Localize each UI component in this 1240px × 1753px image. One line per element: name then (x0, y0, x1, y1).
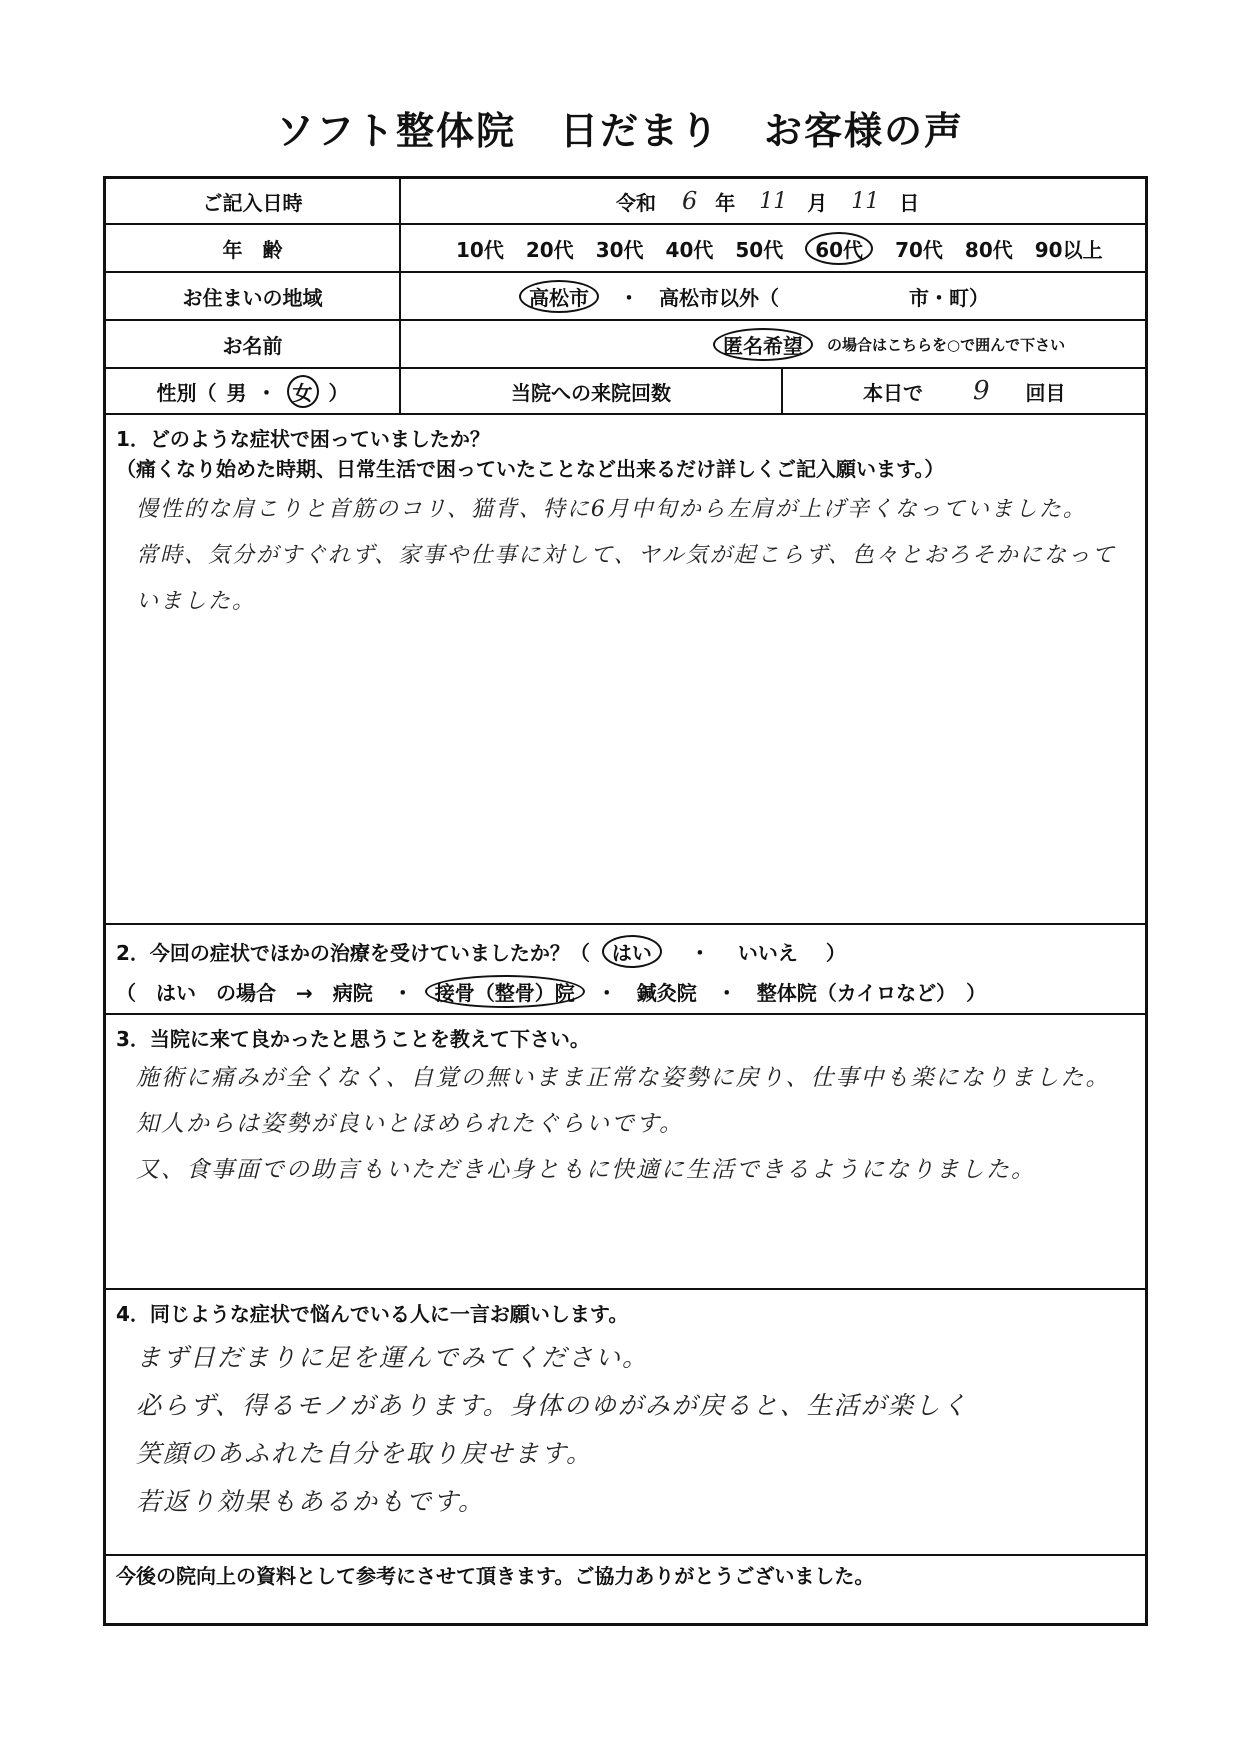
date-month[interactable]: 11 (759, 188, 788, 214)
gender-close: ） (328, 380, 349, 405)
q1-answer-line: 慢性的な肩こりと首筋のコリ、猫背、特に6月中旬から左肩が上げ辛くなっていました。 (136, 497, 1087, 522)
area-label: お住まいの地域 (106, 273, 401, 319)
q2-heading-line (116, 935, 846, 968)
question-4 (106, 1290, 1145, 1556)
visits-count[interactable]: 9 (973, 376, 990, 406)
gender-option-male[interactable]: 男 (226, 380, 247, 405)
visits-suffix: 回目 (1025, 380, 1066, 405)
visits-label: 当院への来院回数 (401, 369, 783, 413)
q4-heading: 4．同じような症状で悩んでいる人に一言お願いします。 (116, 1302, 629, 1326)
q2-option-bonesetter-selected[interactable]: 接骨（整骨）院 (425, 975, 585, 1008)
q4-answer-line: まず日だまりに足を運んでみてください。 (136, 1343, 650, 1372)
q2-option-no[interactable]: いいえ (737, 941, 798, 965)
date-value (401, 179, 1145, 223)
date-row (106, 179, 1145, 225)
visits-today-prefix: 本日で (863, 380, 923, 405)
area-value (401, 273, 1145, 319)
date-era: 令和 (616, 190, 656, 215)
q1-answer-line: 常時、気分がすぐれず、家事や仕事に対して、ヤル気が起こらず、色々とおろそかになって (136, 543, 1116, 568)
footer-row (106, 1556, 1145, 1623)
date-year-unit: 年 (715, 190, 736, 215)
name-row (106, 321, 1145, 369)
anonymous-option-selected[interactable]: 匿名希望 (713, 328, 813, 361)
area-separator: ・ (619, 285, 639, 310)
q2-sub-prefix: （ はい の場合 → 病院 ・ (116, 981, 413, 1005)
q1-answer[interactable] (136, 487, 1125, 625)
footer-text: 今後の院向上の資料として参考にさせて頂きます。ご協力ありがとうございました。 (116, 1564, 875, 1588)
visits-value (783, 369, 1145, 413)
q1-heading: 1．どのような症状で困っていましたか？ (116, 427, 490, 451)
area-option-takamatsu-selected[interactable]: 高松市 (519, 280, 599, 313)
question-3 (106, 1015, 1145, 1290)
age-option-10[interactable]: 10代 (456, 237, 504, 262)
age-label: 年 齢 (106, 225, 401, 271)
area-row (106, 273, 1145, 321)
date-day[interactable]: 11 (851, 188, 880, 214)
age-option-90[interactable]: 90以上 (1034, 237, 1103, 262)
age-row (106, 225, 1145, 273)
page-title (0, 100, 1240, 155)
q4-answer-line: 必らず、得るモノがあります。身体のゆがみが戻ると、生活が楽しく (136, 1391, 969, 1420)
age-option-80[interactable]: 80代 (964, 237, 1013, 262)
date-label: ご記入日時 (106, 179, 401, 223)
gender-visits-row (106, 369, 1145, 415)
q1-answer-line: いました。 (136, 589, 257, 614)
name-label: お名前 (106, 321, 401, 367)
q2-option-yes-selected[interactable]: はい (602, 935, 662, 968)
q3-heading: 3．当院に来て良かったと思うことを教えて下さい。 (116, 1027, 590, 1051)
q2-sub-rest: ・ 鍼灸院 ・ 整体院（カイロなど） ） (596, 981, 987, 1005)
age-options (401, 225, 1145, 271)
date-day-unit: 日 (899, 190, 920, 215)
age-option-50[interactable]: 50代 (735, 237, 784, 262)
q2-sub-line (116, 975, 986, 1008)
age-option-20[interactable]: 20代 (525, 237, 574, 262)
date-year[interactable]: 6 (682, 187, 698, 215)
anonymous-note: の場合はこちらを○で囲んで下さい (827, 335, 1066, 354)
q4-answer-line: 笑顔のあふれた自分を取り戻せます。 (136, 1439, 594, 1468)
q2-heading: 2．今回の症状でほかの治療を受けていましたか？（ (116, 941, 590, 965)
age-option-60-selected[interactable]: 60代 (805, 232, 873, 265)
area-option-other[interactable]: 高松市以外（ (659, 285, 779, 310)
gender-option-female-selected[interactable]: 女 (287, 375, 319, 408)
q1-subheading: （痛くなり始めた時期、日常生活で困っていたことなど出来るだけ詳しくご記入願います。） (116, 457, 945, 481)
gender-dot: ・ (256, 380, 277, 405)
q4-answer-line: 若返り効果もあるかもです。 (136, 1487, 486, 1516)
gender-label: 性別（ (156, 380, 217, 405)
q2-dot: ・ (689, 941, 710, 965)
area-other-suffix: 市・町） (909, 285, 989, 310)
survey-form (103, 176, 1148, 1626)
gender-field (106, 369, 401, 413)
q3-answer-line: 知人からは姿勢が良いとほめられたぐらいです。 (136, 1111, 685, 1137)
question-1 (106, 415, 1145, 925)
title-voice: お客様の声 (764, 109, 965, 153)
age-option-70[interactable]: 70代 (895, 237, 943, 262)
title-clinic-type: ソフト整体院 (275, 109, 516, 153)
q3-answer[interactable] (136, 1055, 1125, 1193)
q3-answer-line: 又、食事面での助言もいただき心身ともに快適に生活できるようになりました。 (136, 1157, 1036, 1183)
q2-close: ） (825, 941, 846, 965)
q3-answer-line: 施術に痛みが全くなく、自覚の無いまま正常な姿勢に戻り、仕事中も楽になりました。 (136, 1065, 1111, 1091)
title-clinic-name: 日だまり (559, 109, 720, 153)
age-option-30[interactable]: 30代 (595, 237, 644, 262)
age-option-40[interactable]: 40代 (665, 237, 714, 262)
date-month-unit: 月 (807, 190, 828, 215)
q4-answer[interactable] (136, 1334, 1125, 1526)
question-2 (106, 925, 1145, 1015)
name-value (401, 321, 1145, 367)
